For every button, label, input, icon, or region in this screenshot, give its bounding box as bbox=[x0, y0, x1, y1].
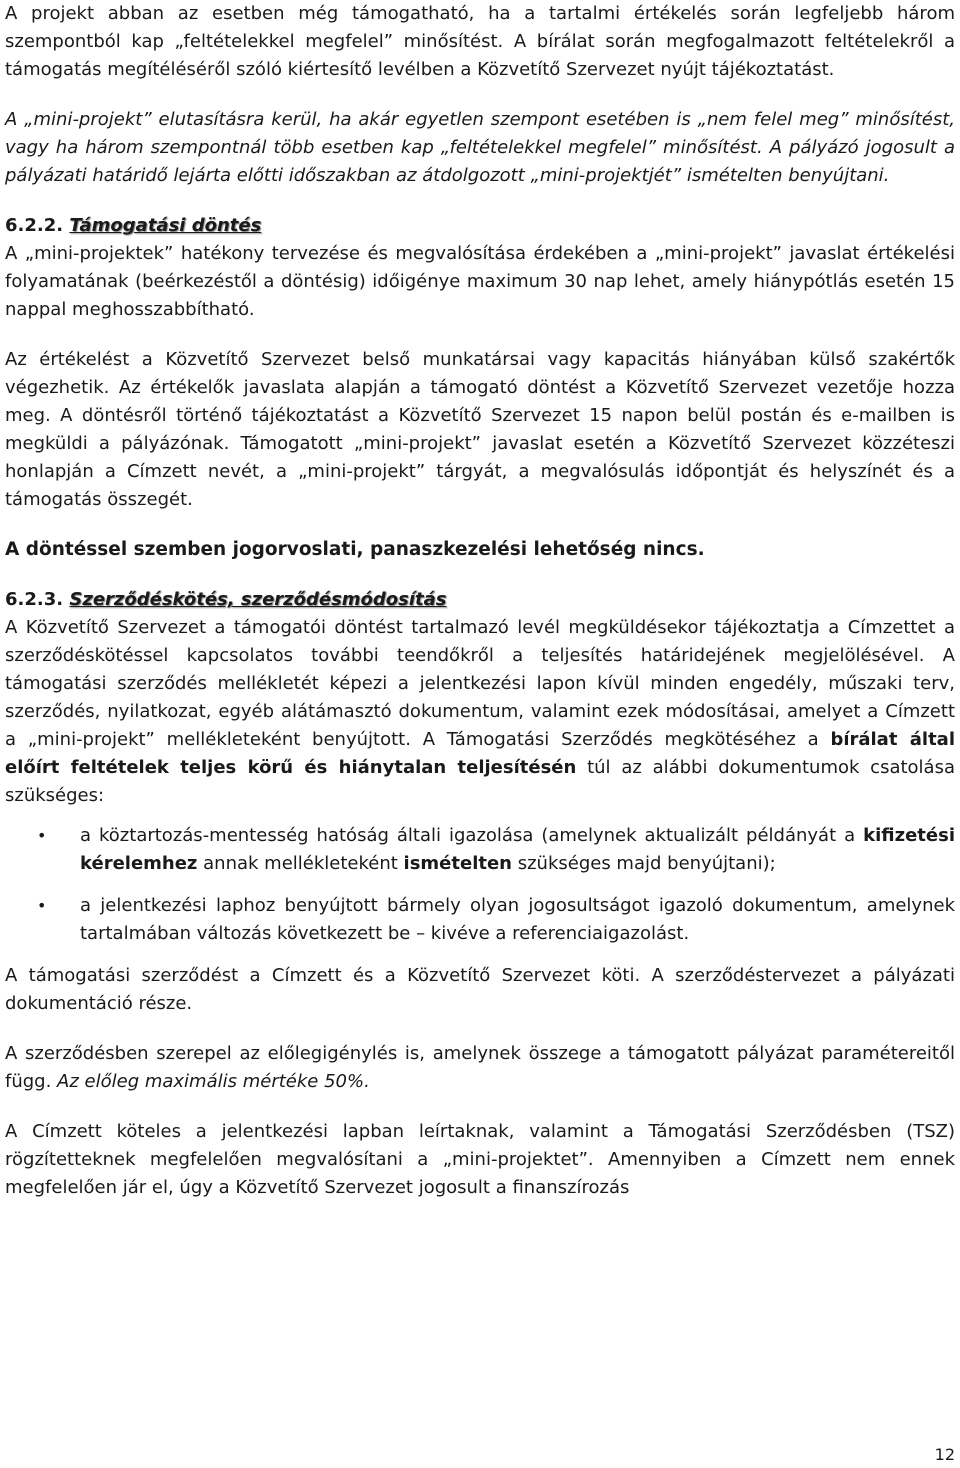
page-number: 12 bbox=[934, 1445, 955, 1464]
paragraph-evaluation-process: Az értékelést a Közvetítő Szervezet belső munkatársai vagy kapacitás hiányában külső szakértők végezhetik. Az értékelők javaslata alapján a támogató döntést a Közvetítő Szervezet vezetője hozza meg. A döntésről történő tájékoztatást a Közvetítő Szervezet 15 napon belül postán és e-mailben is megküldi a pályázónak. Támogatott „mini-projekt” javaslat esetén a Közvetítő Szervezet közzéteszi honlapján a Címzett nevét, a „mini-projekt” tárgyát, a megvalósulás időpontját és helyszínét és a támogatás összegét. bbox=[5, 349, 955, 510]
contract-info-bold: bírálat által előírt feltételek teljes körű és hiánytalan teljesítésén bbox=[5, 729, 955, 778]
section-heading-6-2-2 bbox=[5, 212, 955, 240]
advance-payment-italic: Az előleg maximális mértéke 50%. bbox=[57, 1071, 370, 1092]
contract-info-text: A Közvetítő Szervezet a támogatói döntést tartalmazó levél megküldésekor tájékoztatja a Címzettet a szerződéskötéssel kapcsolatos további teendőkről a teljesítés határidejének megjelölésével. A támogatási szerződés mellékletét képezi a jelentkezési lapon kívül minden engedély, műszaki terv, szerződés, nyilatkozat, egyéb alátámasztó dokumentum, valamint ezek módosításai, amelyet a Címzett a „mini-projekt” mellékleteként benyújtott. A Támogatási Szerződés megkötéséhez a bbox=[5, 617, 955, 750]
list-item-text: szükséges majd benyújtani); bbox=[512, 853, 776, 874]
list-item-text: a jelentkezési laphoz benyújtott bármely olyan jogosultságot igazoló dokumentum, amelynek tartalmában változás következett be – kivéve a referenciaigazolást. bbox=[80, 895, 955, 944]
list-item bbox=[5, 822, 955, 878]
paragraph-rejection-text: A „mini-projekt” elutasításra kerül, ha akár egyetlen szempont esetében is „nem felel meg” minősítést, vagy ha három szempontnál több esetben kap „feltételekkel megfelel” minősítést. A pályázó jogosult a pályázati határidő lejárta előtti időszakban az átdolgozott „mini-projektjét” ismételten benyújtani. bbox=[5, 109, 955, 186]
bullet-icon: • bbox=[37, 896, 47, 915]
section-number: 6.2.2. bbox=[5, 215, 64, 236]
list-item-text: a köztartozás-mentesség hatóság általi igazolása (amelynek aktualizált példányát a bbox=[80, 825, 864, 846]
paragraph-recipient-obligation: A Címzett köteles a jelentkezési lapban leírtaknak, valamint a Támogatási Szerződésben (TSZ) rögzítetteknek megfelelően megvalósítani a „mini-projektet”. Amennyiben a Címzett nem ennek megfelelően jár el, úgy a Közvetítő Szervezet jogosult a finanszírozás bbox=[5, 1121, 955, 1198]
section-heading-6-2-3 bbox=[5, 586, 955, 614]
paragraph-evaluation-timeline: A „mini-projektek” hatékony tervezése és megvalósítása érdekében a „mini-projekt” javaslat értékelési folyamatának (beérkezéstől a döntésig) időigénye maximum 30 nap lehet, amely hiánypótlás esetén 15 nappal meghosszabbítható. bbox=[5, 243, 955, 320]
paragraph-contract-info bbox=[5, 614, 955, 810]
paragraph-conditional-support: A projekt abban az esetben még támogatható, ha a tartalmi értékelés során legfeljebb három szempontból kap „feltételekkel megfelel” minősítést. A bírálat során megfogalmazott feltételekről a támogatás megítéléséről szóló kiértesítő levélben a Közvetítő Szervezet nyújt tájékoztatást. bbox=[5, 3, 955, 80]
list-item-text: annak mellékleteként bbox=[197, 853, 404, 874]
list-item-bold: kifizetési kérelemhez bbox=[80, 825, 955, 874]
contract-info-tail: túl az alábbi dokumentumok csatolása szükséges: bbox=[5, 757, 955, 806]
list-item-bold: ismételten bbox=[403, 853, 512, 874]
section-number: 6.2.3. bbox=[5, 589, 64, 610]
advance-payment-text: A szerződésben szerepel az előlegigénylés is, amelynek összege a támogatott pályázat paramétereitől függ. bbox=[5, 1043, 955, 1092]
section-title: Támogatási döntés bbox=[69, 215, 262, 236]
paragraph-rejection-rules bbox=[5, 106, 955, 190]
document-page bbox=[5, 0, 955, 1202]
paragraph-contract-parties: A támogatási szerződést a Címzett és a Közvetítő Szervezet köti. A szerződéstervezet a pályázati dokumentáció része. bbox=[5, 965, 955, 1014]
bullet-icon: • bbox=[37, 826, 47, 845]
paragraph-advance-payment bbox=[5, 1040, 955, 1096]
list-item bbox=[5, 892, 955, 948]
section-title: Szerződéskötés, szerződésmódosítás bbox=[69, 589, 447, 610]
required-documents-list bbox=[5, 822, 955, 948]
no-remedy-notice: A döntéssel szemben jogorvoslati, panaszkezelési lehetőség nincs. bbox=[5, 539, 705, 560]
